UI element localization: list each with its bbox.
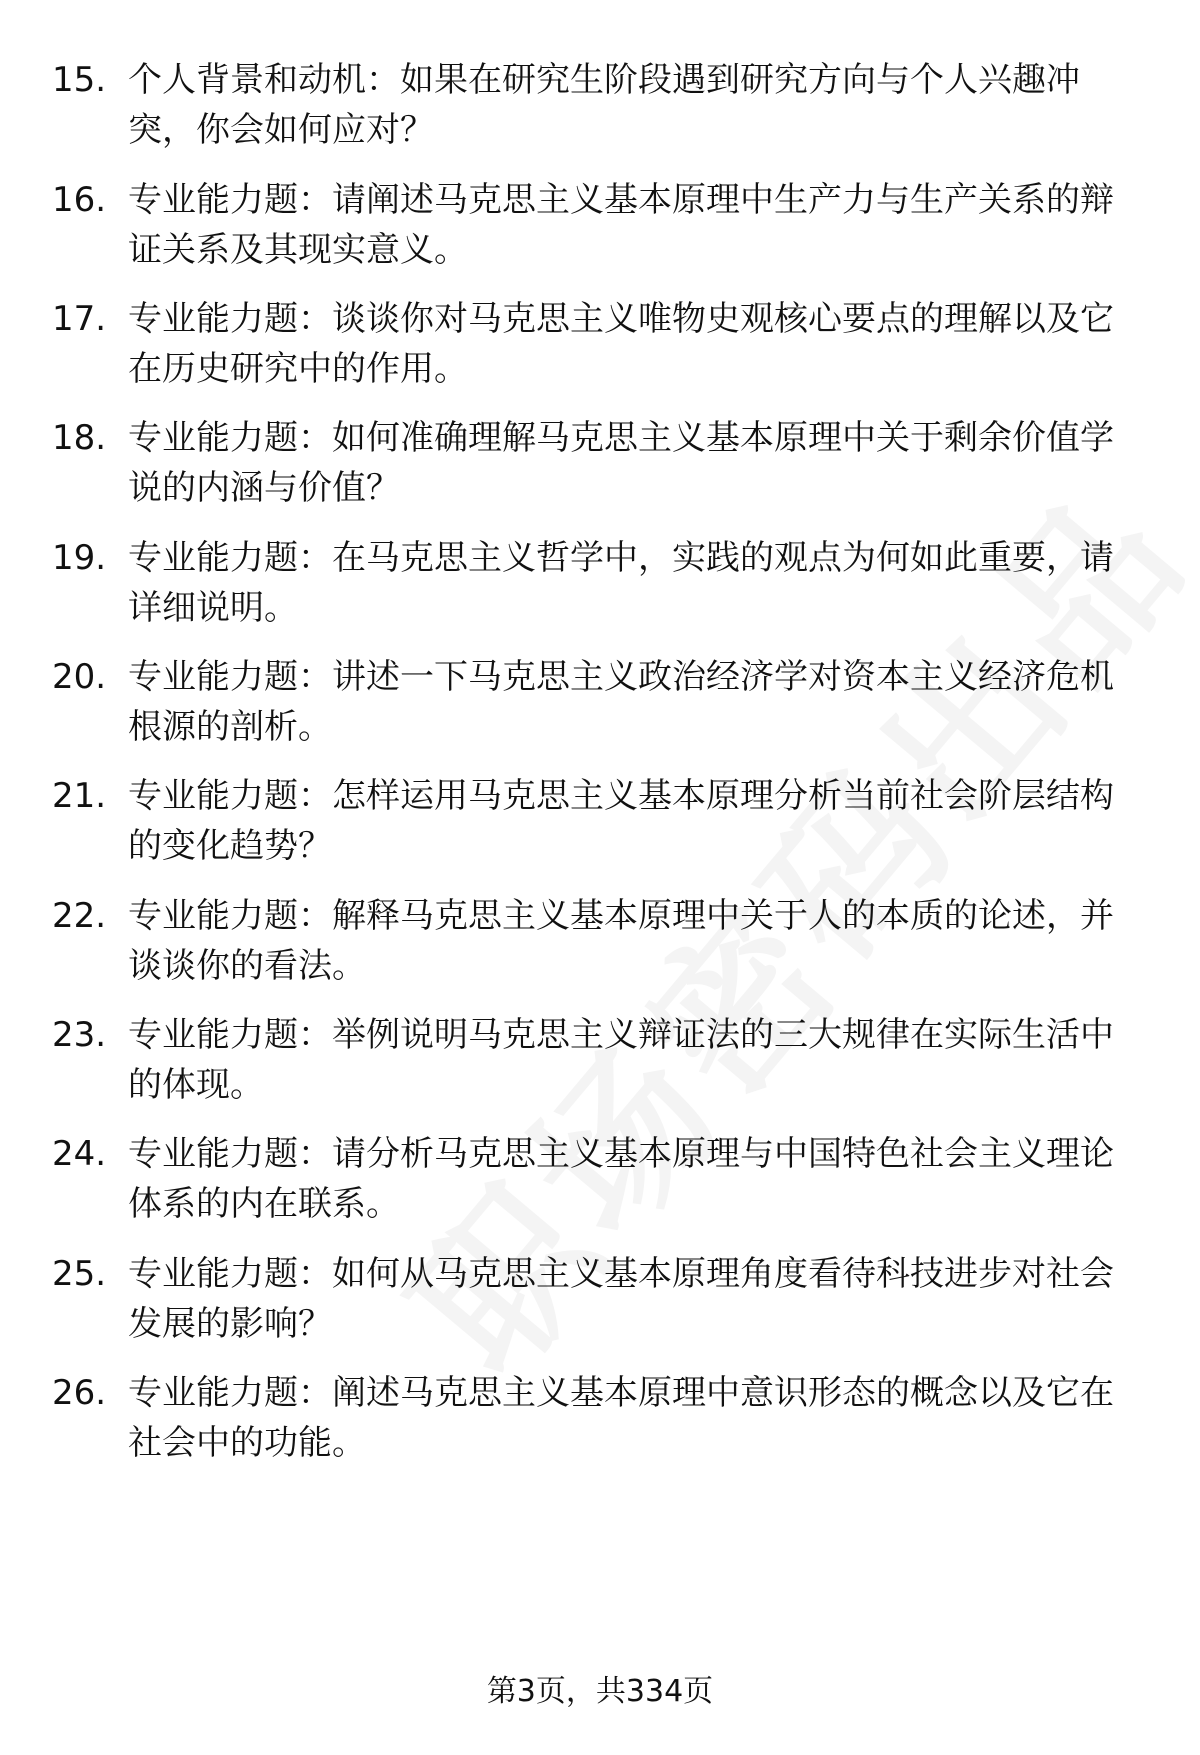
question-text: 专业能力题：请分析马克思主义基本原理与中国特色社会主义理论体系的内在联系。 [128, 1134, 1114, 1224]
question-text: 专业能力题：讲述一下马克思主义政治经济学对资本主义经济危机根源的剖析。 [128, 657, 1114, 747]
question-item [0, 891, 1200, 1001]
question-number: 17. [52, 299, 107, 339]
question-text: 专业能力题：如何准确理解马克思主义基本原理中关于剩余价值学说的内涵与价值？ [128, 418, 1114, 508]
question-item [0, 413, 1200, 523]
question-number: 26. [52, 1373, 107, 1413]
question-number: 16. [52, 180, 107, 220]
question-item [0, 55, 1200, 165]
question-item [0, 294, 1200, 404]
question-item [0, 1368, 1200, 1478]
question-item [0, 1249, 1200, 1359]
question-text: 专业能力题：怎样运用马克思主义基本原理分析当前社会阶层结构的变化趋势？ [128, 776, 1114, 866]
question-item [0, 175, 1200, 285]
question-number: 22. [52, 896, 107, 936]
question-number: 20. [52, 657, 107, 697]
question-item [0, 1010, 1200, 1120]
question-text: 专业能力题：阐述马克思主义基本原理中意识形态的概念以及它在社会中的功能。 [128, 1373, 1114, 1463]
question-number: 19. [52, 538, 107, 578]
question-item [0, 771, 1200, 881]
question-text: 专业能力题：请阐述马克思主义基本原理中生产力与生产关系的辩证关系及其现实意义。 [128, 180, 1114, 270]
question-number: 24. [52, 1134, 107, 1174]
question-item [0, 652, 1200, 762]
question-number: 18. [52, 418, 107, 458]
question-text: 专业能力题：解释马克思主义基本原理中关于人的本质的论述，并谈谈你的看法。 [128, 896, 1114, 986]
question-number: 25. [52, 1254, 107, 1294]
question-text: 专业能力题：如何从马克思主义基本原理角度看待科技进步对社会发展的影响？ [128, 1254, 1114, 1344]
question-number: 21. [52, 776, 107, 816]
question-text: 专业能力题：举例说明马克思主义辩证法的三大规律在实际生活中的体现。 [128, 1015, 1114, 1105]
question-text: 专业能力题：在马克思主义哲学中，实践的观点为何如此重要，请详细说明。 [128, 538, 1114, 628]
question-text: 个人背景和动机：如果在研究生阶段遇到研究方向与个人兴趣冲突，你会如何应对？ [128, 60, 1080, 150]
question-item [0, 1129, 1200, 1239]
question-text: 专业能力题：谈谈你对马克思主义唯物史观核心要点的理解以及它在历史研究中的作用。 [128, 299, 1114, 389]
page-number: 第3页，共334页 [486, 1674, 714, 1709]
question-item [0, 533, 1200, 643]
question-number: 15. [52, 60, 107, 100]
question-number: 23. [52, 1015, 107, 1055]
